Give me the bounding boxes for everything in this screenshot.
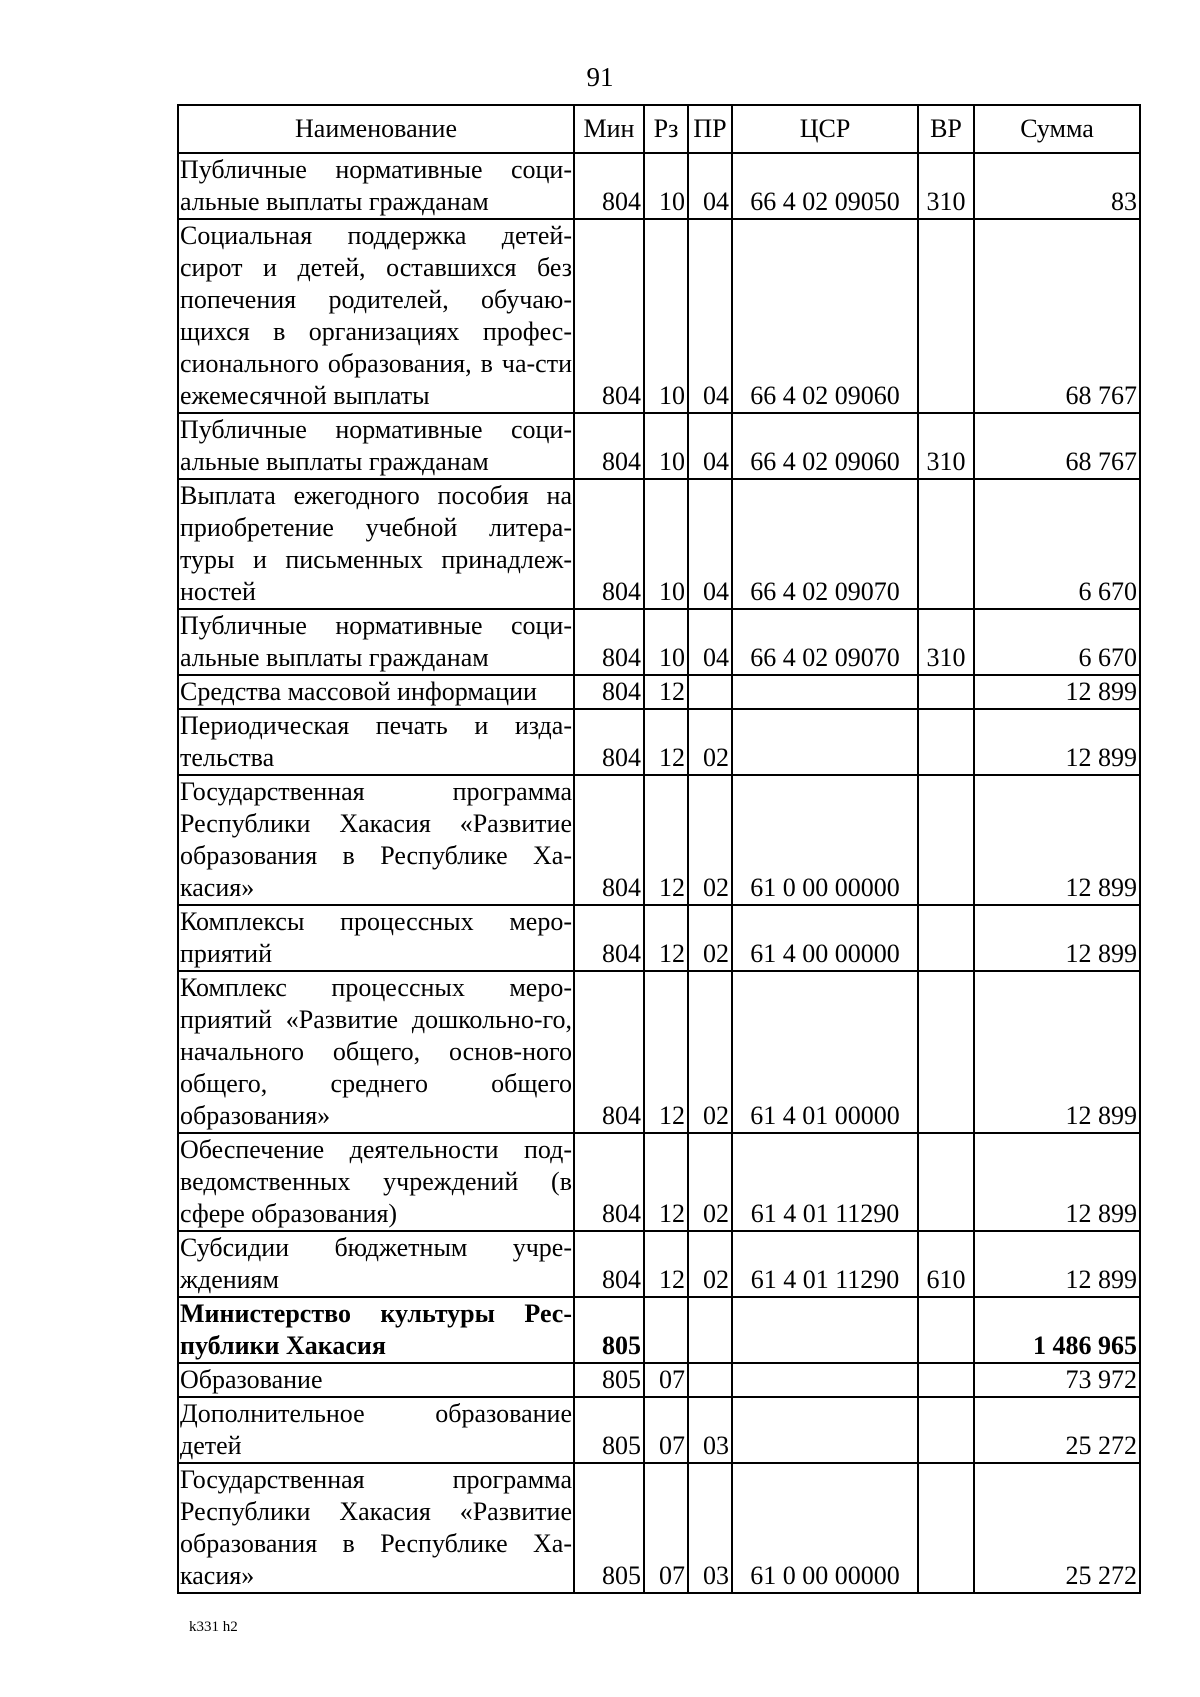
row-csr: 66 4 02 09070	[732, 609, 918, 675]
table-row	[178, 1231, 1140, 1297]
row-pr: 02	[688, 1133, 732, 1231]
row-name: Публичные нормативные соци-альные выплаты гражданам	[178, 413, 574, 479]
header-min: Мин	[574, 105, 644, 153]
row-pr: 04	[688, 219, 732, 413]
table-row	[178, 1397, 1140, 1463]
row-vr	[918, 971, 974, 1133]
row-vr: 310	[918, 153, 974, 219]
row-name: Дополнительное образование детей	[178, 1397, 574, 1463]
row-vr	[918, 219, 974, 413]
row-name: Государственная программа Республики Хакасия «Развитие образования в Республике Ха-касия»	[178, 1463, 574, 1593]
row-name: Публичные нормативные соци-альные выплаты гражданам	[178, 153, 574, 219]
row-csr: 61 4 01 11290	[732, 1231, 918, 1297]
row-sum: 12 899	[974, 775, 1140, 905]
row-rz: 12	[644, 971, 688, 1133]
table-row	[178, 1363, 1140, 1397]
row-csr	[732, 709, 918, 775]
row-vr	[918, 1463, 974, 1593]
row-min: 804	[574, 971, 644, 1133]
row-sum: 6 670	[974, 609, 1140, 675]
row-rz: 12	[644, 1231, 688, 1297]
row-pr: 04	[688, 479, 732, 609]
row-pr: 03	[688, 1463, 732, 1593]
row-name: Публичные нормативные соци-альные выплаты гражданам	[178, 609, 574, 675]
row-sum: 25 272	[974, 1397, 1140, 1463]
row-sum: 83	[974, 153, 1140, 219]
row-csr: 66 4 02 09050	[732, 153, 918, 219]
row-csr: 61 4 01 11290	[732, 1133, 918, 1231]
row-rz: 07	[644, 1397, 688, 1463]
row-min: 805	[574, 1363, 644, 1397]
header-rz: Рз	[644, 105, 688, 153]
row-rz: 12	[644, 709, 688, 775]
row-vr	[918, 709, 974, 775]
table-row	[178, 219, 1140, 413]
row-sum: 12 899	[974, 675, 1140, 709]
row-rz: 10	[644, 413, 688, 479]
row-rz: 10	[644, 153, 688, 219]
row-sum: 12 899	[974, 709, 1140, 775]
row-rz: 10	[644, 609, 688, 675]
table-row	[178, 675, 1140, 709]
header-vr: ВР	[918, 105, 974, 153]
row-csr: 61 0 00 00000	[732, 775, 918, 905]
row-rz: 10	[644, 219, 688, 413]
row-min: 804	[574, 153, 644, 219]
table-row	[178, 153, 1140, 219]
row-pr: 04	[688, 609, 732, 675]
row-name: Комплекс процессных меро-приятий «Развитие дошкольно-го, начального общего, основ-ного общего, среднего общего образования»	[178, 971, 574, 1133]
row-pr: 04	[688, 153, 732, 219]
row-name: Обеспечение деятельности под-ведомственных учреждений (в сфере образования)	[178, 1133, 574, 1231]
row-sum: 68 767	[974, 219, 1140, 413]
row-name: Образование	[178, 1363, 574, 1397]
row-vr: 610	[918, 1231, 974, 1297]
row-sum: 68 767	[974, 413, 1140, 479]
table-row	[178, 905, 1140, 971]
row-sum: 25 272	[974, 1463, 1140, 1593]
row-name: Социальная поддержка детей-сирот и детей, оставшихся без попечения родителей, обучаю-щихся в организациях профес-сионального образования, в ча-сти ежемесячной выплаты	[178, 219, 574, 413]
row-vr	[918, 1133, 974, 1231]
row-min: 804	[574, 609, 644, 675]
row-csr	[732, 675, 918, 709]
footer-document-code: k331 h2	[189, 1619, 238, 1635]
table-row	[178, 413, 1140, 479]
row-rz: 07	[644, 1363, 688, 1397]
row-min: 804	[574, 219, 644, 413]
row-pr: 02	[688, 709, 732, 775]
row-rz	[644, 1297, 688, 1363]
row-csr: 61 4 01 00000	[732, 971, 918, 1133]
row-name: Комплексы процессных меро-приятий	[178, 905, 574, 971]
row-vr: 310	[918, 609, 974, 675]
row-csr: 61 0 00 00000	[732, 1463, 918, 1593]
row-rz: 12	[644, 905, 688, 971]
row-csr: 66 4 02 09070	[732, 479, 918, 609]
row-csr: 66 4 02 09060	[732, 219, 918, 413]
row-name: Министерство культуры Рес-публики Хакасия	[178, 1297, 574, 1363]
row-vr	[918, 905, 974, 971]
row-rz: 12	[644, 675, 688, 709]
row-min: 804	[574, 675, 644, 709]
row-pr: 02	[688, 905, 732, 971]
header-name: Наименование	[178, 105, 574, 153]
row-min: 805	[574, 1297, 644, 1363]
row-vr	[918, 1397, 974, 1463]
table-row	[178, 1133, 1140, 1231]
row-vr	[918, 479, 974, 609]
row-vr	[918, 775, 974, 905]
row-name: Выплата ежегодного пособия на приобретение учебной литера-туры и письменных принадлеж-ностей	[178, 479, 574, 609]
header-csr: ЦСР	[732, 105, 918, 153]
header-pr: ПР	[688, 105, 732, 153]
page-number: 91	[586, 62, 614, 92]
row-name: Субсидии бюджетным учре-ждениям	[178, 1231, 574, 1297]
row-sum: 12 899	[974, 905, 1140, 971]
row-min: 804	[574, 413, 644, 479]
row-vr	[918, 1363, 974, 1397]
row-min: 804	[574, 1231, 644, 1297]
row-sum: 1 486 965	[974, 1297, 1140, 1363]
row-pr	[688, 1363, 732, 1397]
table-row	[178, 609, 1140, 675]
row-pr	[688, 1297, 732, 1363]
row-rz: 12	[644, 775, 688, 905]
row-sum: 6 670	[974, 479, 1140, 609]
row-min: 805	[574, 1397, 644, 1463]
table-row	[178, 775, 1140, 905]
row-csr: 61 4 00 00000	[732, 905, 918, 971]
row-pr: 04	[688, 413, 732, 479]
row-name: Периодическая печать и изда-тельства	[178, 709, 574, 775]
row-min: 805	[574, 1463, 644, 1593]
table-row	[178, 709, 1140, 775]
row-vr	[918, 675, 974, 709]
table-header-row	[178, 105, 1140, 153]
row-sum: 73 972	[974, 1363, 1140, 1397]
table-row-ministry	[178, 1297, 1140, 1363]
row-min: 804	[574, 1133, 644, 1231]
row-min: 804	[574, 709, 644, 775]
table-row	[178, 479, 1140, 609]
table-row	[178, 971, 1140, 1133]
budget-table	[177, 104, 1141, 1594]
row-pr	[688, 675, 732, 709]
row-rz: 12	[644, 1133, 688, 1231]
row-pr: 03	[688, 1397, 732, 1463]
row-pr: 02	[688, 971, 732, 1133]
row-sum: 12 899	[974, 1231, 1140, 1297]
row-csr	[732, 1297, 918, 1363]
row-pr: 02	[688, 1231, 732, 1297]
row-sum: 12 899	[974, 971, 1140, 1133]
table-row	[178, 1463, 1140, 1593]
row-rz: 07	[644, 1463, 688, 1593]
row-rz: 10	[644, 479, 688, 609]
row-vr	[918, 1297, 974, 1363]
row-vr: 310	[918, 413, 974, 479]
row-name: Средства массовой информации	[178, 675, 574, 709]
row-csr	[732, 1397, 918, 1463]
row-sum: 12 899	[974, 1133, 1140, 1231]
row-min: 804	[574, 775, 644, 905]
row-csr	[732, 1363, 918, 1397]
row-min: 804	[574, 479, 644, 609]
row-csr: 66 4 02 09060	[732, 413, 918, 479]
row-name: Государственная программа Республики Хакасия «Развитие образования в Республике Ха-касия»	[178, 775, 574, 905]
row-pr: 02	[688, 775, 732, 905]
header-sum: Сумма	[974, 105, 1140, 153]
row-min: 804	[574, 905, 644, 971]
